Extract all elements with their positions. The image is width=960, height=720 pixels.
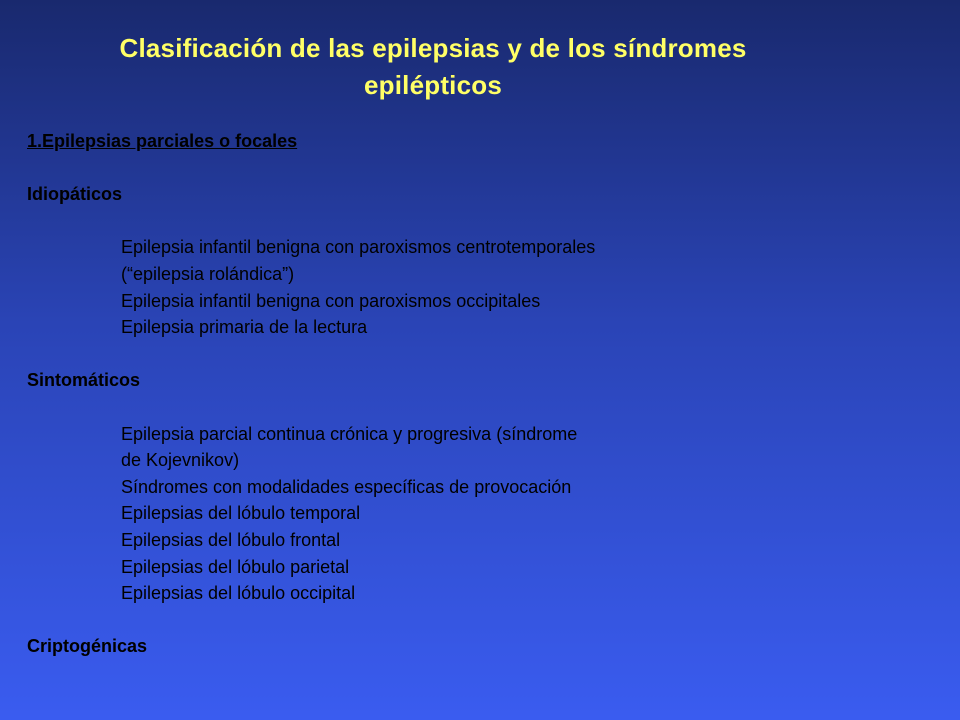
symptomatic-item: Epilepsias del lóbulo temporal — [121, 503, 361, 524]
slide-title-line-2: epilépticos — [363, 70, 502, 100]
idiopathic-heading: Idiopáticos — [27, 184, 123, 205]
spacer — [27, 394, 927, 421]
spacer — [27, 155, 927, 182]
symptomatic-item: Síndromes con modalidades específicas de provocación — [121, 476, 572, 497]
idiopathic-item: Epilepsia primaria de la lectura — [121, 317, 368, 338]
symptomatic-item: Epilepsia parcial continua crónica y progresiva (síndrome — [121, 423, 578, 444]
symptomatic-item: Epilepsias del lóbulo parietal — [121, 556, 350, 577]
slide-title-line-1: Clasificación de las epilepsias y de los síndromes — [119, 33, 747, 63]
slide-content — [27, 128, 927, 660]
symptomatic-item: de Kojevnikov) — [121, 450, 240, 471]
section-heading: 1.Epilepsias parciales o focales — [27, 131, 298, 151]
idiopathic-item: (“epilepsia rolándica”) — [121, 263, 295, 284]
idiopathic-item: Epilepsia infantil benigna con paroxismos occipitales — [121, 290, 541, 311]
slide-title — [0, 30, 866, 104]
idiopathic-item: Epilepsia infantil benigna con paroxismos centrotemporales — [121, 237, 596, 258]
symptomatic-heading: Sintomáticos — [27, 370, 141, 391]
spacer — [27, 208, 927, 235]
symptomatic-item: Epilepsias del lóbulo frontal — [121, 529, 341, 550]
symptomatic-item: Epilepsias del lóbulo occipital — [121, 583, 356, 604]
cryptogenic-heading: Criptogénicas — [27, 636, 148, 657]
spacer — [27, 341, 927, 368]
spacer — [27, 607, 927, 634]
